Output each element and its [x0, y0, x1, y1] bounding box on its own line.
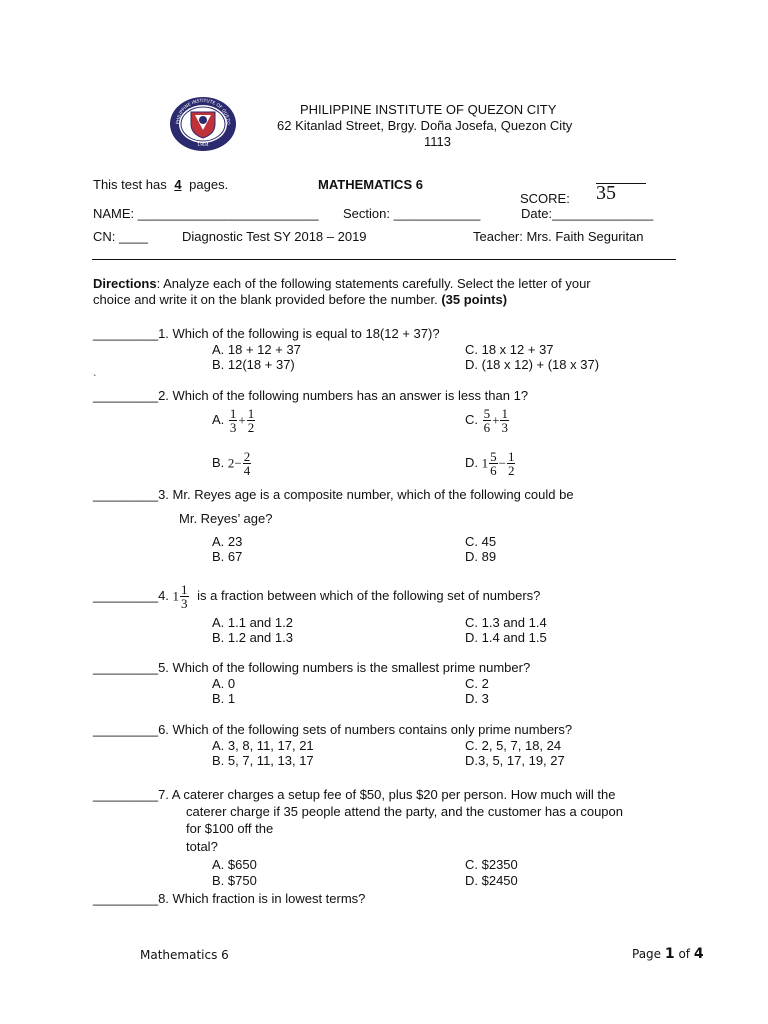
q2-choice-b	[212, 448, 252, 479]
question-7-line-4: total?	[186, 839, 218, 854]
score-line	[596, 183, 646, 184]
q2-d-numerator-1: 5	[490, 449, 497, 465]
q2-choice-c	[465, 405, 510, 436]
question-8: _________8. Which fraction is in lowest terms?	[93, 891, 366, 906]
q2-a-operator: +	[238, 412, 246, 428]
directions-label: Directions	[93, 276, 157, 291]
q7-choice-c: C. $2350	[465, 857, 518, 872]
directions-line-1	[93, 276, 591, 292]
q1-choice-b: B. 12(18 + 37)	[212, 357, 295, 372]
q5-choice-d: D. 3	[465, 691, 489, 706]
q2-a-fraction-2	[247, 407, 256, 434]
q2-d-denominator-2: 2	[507, 463, 515, 479]
question-7-line-2: caterer charge if 35 people attend the party, and the customer has a coupon	[186, 804, 623, 819]
q2-b-numerator: 2	[243, 449, 251, 465]
q4-suffix: is a fraction between which of the following set of numbers?	[193, 588, 541, 603]
q6-choice-d: D.3, 5, 17, 19, 27	[465, 753, 565, 768]
footer-page-of: of	[674, 947, 694, 961]
directions-text-2: choice and write it on the blank provided before the number.	[93, 292, 442, 307]
q1-choice-a: A. 18 + 12 + 37	[212, 342, 301, 357]
page-count-line	[93, 177, 228, 193]
question-2: _________2. Which of the following numbers has an answer is less than 1?	[93, 388, 529, 403]
stray-mark: `	[93, 374, 97, 385]
footer-page-number	[632, 946, 704, 962]
page-count-suffix: pages.	[185, 177, 229, 192]
q3-choice-c: C. 45	[465, 534, 497, 549]
cn-field-label: CN: ____	[93, 229, 148, 244]
test-name: Diagnostic Test SY 2018 – 2019	[182, 229, 367, 244]
q3-choice-a: A. 23	[212, 534, 243, 549]
q2-c-operator: +	[492, 412, 500, 428]
q2-choice-a	[212, 405, 256, 436]
q2-b-fraction	[243, 450, 252, 477]
question-5: _________5. Which of the following numbers is the smallest prime number?	[93, 660, 531, 675]
date-field-label: Date:______________	[521, 206, 654, 221]
q2-c-denominator-1: 6	[483, 420, 491, 436]
q2-c-denominator-2: 3	[501, 420, 508, 436]
school-seal-logo	[169, 96, 237, 152]
q4-choice-d: D. 1.4 and 1.5	[465, 630, 547, 645]
q2-c-label: C.	[465, 412, 478, 427]
question-7-line-3: for $100 off the	[186, 821, 274, 836]
svg-text:1904: 1904	[197, 143, 209, 148]
question-6: _________6. Which of the following sets of numbers contains only prime numbers?	[93, 722, 573, 737]
q4-choice-b: B. 1.2 and 1.3	[212, 630, 293, 645]
q5-choice-a: A. 0	[212, 676, 236, 691]
teacher-name: Teacher: Mrs. Faith Seguritan	[473, 229, 644, 244]
q2-a-denominator-2: 2	[247, 420, 255, 436]
footer-page-word: Page	[632, 947, 665, 961]
score-label: SCORE:	[520, 191, 570, 206]
footer-page-current: 1	[664, 946, 675, 962]
q7-choice-b: B. $750	[212, 873, 257, 888]
q2-b-operator: −	[234, 455, 242, 471]
q2-c-numerator-2: 1	[501, 406, 508, 422]
q4-whole: 1	[172, 588, 180, 604]
q2-c-fraction-2	[500, 407, 509, 434]
q2-choice-d	[465, 448, 516, 479]
q2-a-fraction-1	[229, 407, 238, 434]
footer-page-total: 4	[693, 946, 704, 962]
q3-choice-b: B. 67	[212, 549, 243, 564]
q2-b-label: B.	[212, 455, 225, 470]
q2-a-numerator-1: 1	[229, 406, 237, 422]
q4-numerator: 1	[181, 582, 188, 598]
q2-d-fraction-2	[507, 450, 516, 477]
q6-choice-c: C. 2, 5, 7, 18, 24	[465, 738, 562, 753]
q7-choice-d: D. $2450	[465, 873, 518, 888]
q4-choice-a: A. 1.1 and 1.2	[212, 615, 293, 630]
q4-choice-c: C. 1.3 and 1.4	[465, 615, 547, 630]
page-count-value: 4	[174, 177, 182, 192]
q2-d-denominator-1: 6	[490, 463, 497, 479]
institution-address: 62 Kitanlad Street, Brgy. Doña Josefa, Quezon City	[277, 118, 573, 133]
subject-title: MATHEMATICS 6	[318, 177, 423, 192]
name-field-label: NAME: _________________________	[93, 206, 319, 221]
q2-d-operator: −	[498, 455, 506, 471]
footer-subject: Mathematics 6	[140, 948, 229, 962]
q2-d-whole: 1	[481, 455, 489, 471]
q6-choice-a: A. 3, 8, 11, 17, 21	[212, 738, 314, 753]
directions-text-1: : Analyze each of the following statements carefully. Select the letter of your	[156, 276, 591, 291]
q4-fraction	[180, 583, 189, 610]
question-4	[93, 580, 540, 613]
q2-d-label: D.	[465, 455, 478, 470]
question-7: _________7. A caterer charges a setup fee of $50, plus $20 per person. How much will the	[93, 787, 616, 802]
question-3-line-2: Mr. Reyes’ age?	[179, 511, 273, 526]
page-count-prefix: This test has	[93, 177, 171, 192]
q7-choice-a: A. $650	[212, 857, 257, 872]
q2-d-numerator-2: 1	[507, 449, 515, 465]
q4-denominator: 3	[181, 596, 188, 612]
directions-points: (35 points)	[441, 292, 508, 307]
q5-choice-c: C. 2	[465, 676, 489, 691]
q2-a-denominator-1: 3	[229, 420, 237, 436]
score-value: 35	[596, 182, 616, 204]
question-1: _________1. Which of the following is equal to 18(12 + 37)?	[93, 326, 440, 341]
q2-c-numerator-1: 5	[483, 406, 491, 422]
q6-choice-b: B. 5, 7, 11, 13, 17	[212, 753, 314, 768]
q2-a-label: A.	[212, 412, 225, 427]
q2-b-whole: 2	[227, 455, 235, 471]
q1-choice-d: D. (18 x 12) + (18 x 37)	[465, 357, 600, 372]
q4-prefix: _________4.	[93, 588, 173, 603]
directions-line-2	[93, 292, 507, 308]
q2-c-fraction-1	[483, 407, 492, 434]
q1-choice-c: C. 18 x 12 + 37	[465, 342, 554, 357]
q5-choice-b: B. 1	[212, 691, 236, 706]
header-divider	[92, 259, 676, 260]
q2-b-denominator: 4	[243, 463, 251, 479]
question-3: _________3. Mr. Reyes age is a composite number, which of the following could be	[93, 487, 574, 502]
q2-d-fraction-1	[489, 450, 498, 477]
svg-text:PHILIPPINE INSTITUTE OF QUEZON: PHILIPPINE INSTITUTE OF QUEZO	[175, 98, 231, 125]
section-field-label: Section: ____________	[343, 206, 481, 221]
institution-zip: 1113	[424, 134, 451, 149]
institution-name: PHILIPPINE INSTITUTE OF QUEZON CITY	[300, 102, 557, 117]
q2-a-numerator-2: 1	[247, 406, 255, 422]
q3-choice-d: D. 89	[465, 549, 497, 564]
